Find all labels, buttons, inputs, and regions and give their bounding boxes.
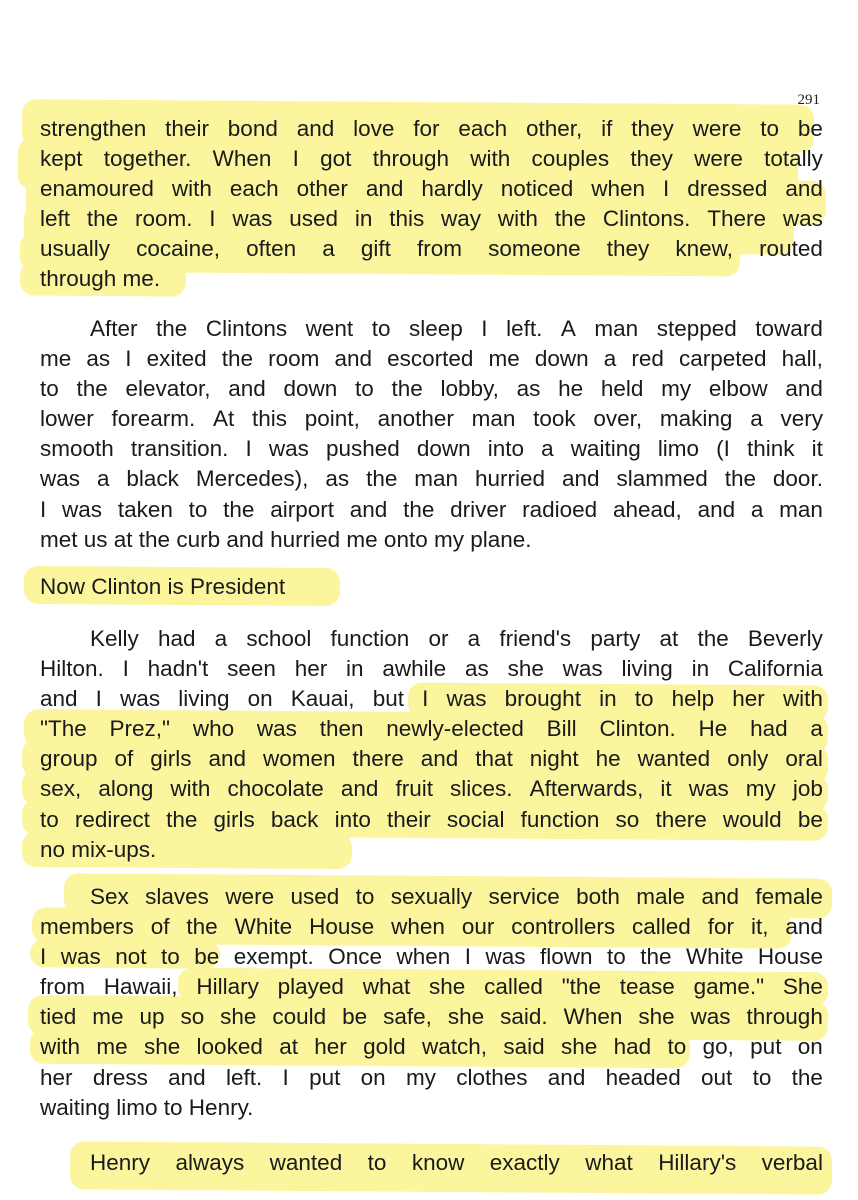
text-line: enamoured with each other and hardly noticed when I dressed and [40,176,823,202]
text-line: to redirect the girls back into their social function so there would be [40,806,823,832]
text-line: strengthen their bond and love for each other, if they were to be [40,116,823,141]
text-line: members of the White House when our controllers called for it, and [40,914,823,940]
text-line: from Hawaii, Hillary played what she called "the tease game." She [40,974,823,1000]
document-paragraph [40,114,823,295]
document-paragraph [40,624,823,865]
text-line: I was taken to the airport and the driver radioed ahead, and a man [40,496,823,522]
text-line: I was not to be exempt. Once when I was flown to the White House [40,944,823,970]
text-line: through me. [40,266,161,292]
text-line: "The Prez," who was then newly-elected Bill Clinton. He had a [40,716,823,742]
text-line: with me she looked at her gold watch, said she had to go, put on [40,1034,823,1060]
text-line: Hilton. I hadn't seen her in awhile as she was living in California [40,656,823,682]
text-line: smooth transition. I was pushed down into a waiting limo (I think it [40,436,823,462]
section-heading [40,572,823,602]
text-line: met us at the curb and hurried me onto my plane. [40,526,532,552]
page-number: 291 [797,92,820,108]
text-line: left the room. I was used in this way with the Clintons. There was [40,206,823,232]
text-line: me as I exited the room and escorted me down a red carpeted hall, [40,346,823,372]
text-line: was a black Mercedes), as the man hurried and slammed the door. [40,466,823,492]
text-line: Henry always wanted to know exactly what Hillary's verbal [90,1150,823,1175]
text-line: no mix-ups. [40,836,157,862]
document-paragraph [40,882,823,1123]
text-line: Kelly had a school function or a friend's party at the Beverly [90,626,823,651]
document-paragraph [40,314,823,555]
text-line: group of girls and women there and that night he wanted only oral [40,746,823,772]
text-line: usually cocaine, often a gift from someone they knew, routed [40,236,823,262]
text-line: waiting limo to Henry. [40,1094,254,1120]
text-line: After the Clintons went to sleep I left. A man stepped toward [90,316,823,341]
section-heading-text: Now Clinton is President [40,574,286,599]
text-line: and I was living on Kauai, but I was brought in to help her with [40,686,823,712]
text-line: lower forearm. At this point, another man took over, making a very [40,406,823,432]
document-paragraph [40,1148,823,1178]
text-line: Sex slaves were used to sexually service both male and female [90,884,823,909]
text-line: sex, along with chocolate and fruit slices. Afterwards, it was my job [40,776,823,802]
text-line: tied me up so she could be safe, she said. When she was through [40,1004,823,1030]
text-line: kept together. When I got through with couples they were totally [40,146,823,172]
text-line: to the elevator, and down to the lobby, as he held my elbow and [40,376,823,402]
text-line: her dress and left. I put on my clothes and headed out to the [40,1064,823,1090]
